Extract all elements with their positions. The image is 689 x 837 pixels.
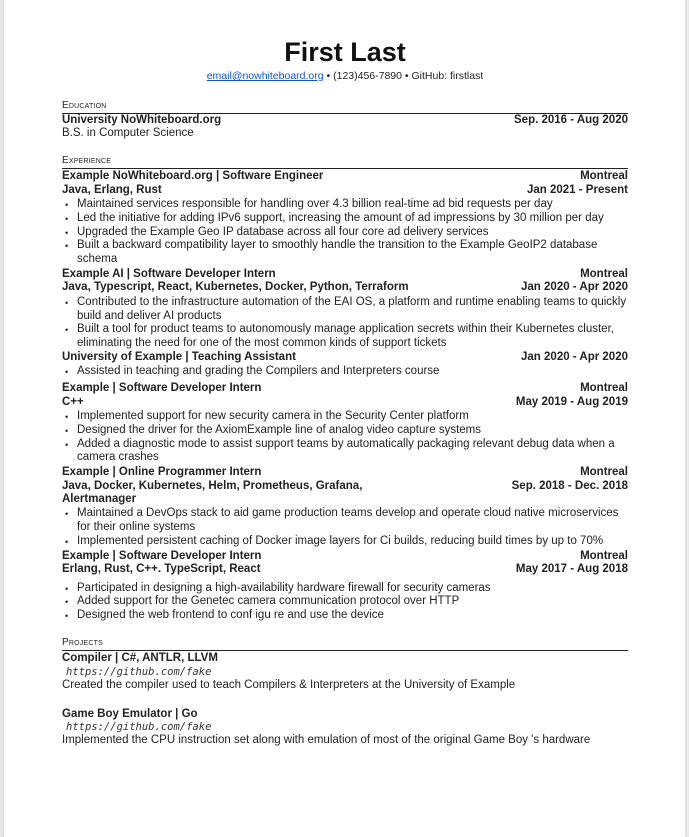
job-bullets bbox=[62, 507, 628, 548]
job-location: Montreal bbox=[580, 170, 628, 183]
job-location: Montreal bbox=[580, 382, 628, 395]
job-entry bbox=[62, 466, 628, 549]
job-entry bbox=[62, 170, 628, 267]
email-link[interactable]: email@nowhiteboard.org bbox=[206, 70, 324, 82]
job-bullets bbox=[62, 365, 628, 379]
job-dates: Jan 2021 - Present bbox=[526, 183, 628, 196]
job-title: Example | Software Developer Intern bbox=[62, 549, 262, 562]
job-location: Montreal bbox=[580, 549, 628, 562]
job-bullet: • Designed the driver for the AxiomExample line of analog video capture systems bbox=[77, 424, 628, 438]
job-bullet: • Led the initiative for adding IPv6 support, increasing the amount of ad impressions by 30 million per day bbox=[77, 212, 628, 226]
job-bullets bbox=[62, 410, 628, 465]
project-url[interactable]: https://github.com/fake bbox=[66, 721, 212, 734]
project-description: Created the compiler used to teach Compilers & Interpreters at the University of Example bbox=[62, 678, 516, 691]
job-dates: Jan 2020 - Apr 2020 bbox=[521, 351, 628, 363]
job-title-row bbox=[62, 170, 628, 183]
job-title-row bbox=[62, 466, 628, 479]
job-title: Example | Software Developer Intern bbox=[62, 382, 262, 395]
job-entry bbox=[62, 268, 628, 351]
job-tech-row bbox=[62, 563, 628, 576]
project-description: Implemented the CPU instruction set along with emulation of most of the original Game Boy 's hardware bbox=[62, 734, 591, 747]
job-title-row bbox=[62, 550, 628, 563]
education-section bbox=[62, 100, 628, 141]
job-title: Example NoWhiteboard.org | Software Engineer bbox=[62, 170, 324, 183]
job-tech: Java, Erlang, Rust bbox=[62, 183, 162, 196]
job-tech-row bbox=[62, 184, 628, 197]
job-entry bbox=[62, 351, 628, 379]
job-bullet: • Maintained services responsible for handling over 4.3 billion real-time ad bid requests per day bbox=[77, 198, 628, 212]
job-tech-row bbox=[62, 396, 628, 409]
projects-section bbox=[62, 637, 628, 748]
job-tech-row bbox=[62, 281, 628, 294]
education-heading: Education bbox=[62, 100, 628, 114]
job-dates: May 2019 - Aug 2019 bbox=[515, 395, 628, 408]
spacer bbox=[62, 577, 628, 581]
job-title: University of Example | Teaching Assistant bbox=[62, 351, 296, 363]
experience-section bbox=[62, 155, 628, 623]
school-name: University NoWhiteboard.org bbox=[62, 114, 222, 126]
job-entry bbox=[62, 550, 628, 623]
projects-heading: Projects bbox=[62, 637, 628, 651]
job-entry bbox=[62, 382, 628, 465]
project-entry bbox=[62, 652, 628, 693]
job-dates: Jan 2020 - Apr 2020 bbox=[521, 281, 628, 294]
job-bullet: • Designed the web frontend to conf igu re and use the device bbox=[77, 609, 628, 623]
job-tech: C++ bbox=[62, 395, 84, 408]
spacer bbox=[62, 693, 628, 707]
education-row bbox=[62, 114, 628, 127]
job-title: Example | Online Programmer Intern bbox=[62, 466, 262, 479]
job-bullet: • Added support for the Genetec camera communication protocol over HTTP bbox=[77, 595, 628, 609]
job-bullets bbox=[62, 198, 628, 267]
job-bullet: • Assisted in teaching and grading the Compilers and Interpreters course bbox=[77, 365, 628, 379]
job-bullet: • Built a tool for product teams to autonomously manage application secrets within their Kubernetes cluster, eliminating the need for one of the most common kinds of support tickets bbox=[77, 323, 628, 351]
candidate-name: First Last bbox=[284, 37, 406, 67]
project-title: Game Boy Emulator | Go bbox=[62, 707, 198, 720]
job-title-row bbox=[62, 351, 628, 364]
job-bullet: • Contributed to the infrastructure automation of the EAI OS, a platform and runtime enabling teams to quickly build and deliver AI products bbox=[77, 296, 628, 324]
project-title: Compiler | C#, ANTLR, LLVM bbox=[62, 652, 218, 665]
education-dates: Sep. 2016 - Aug 2020 bbox=[514, 114, 628, 126]
job-tech: Java, Typescript, React, Kubernetes, Docker, Python, Terraform bbox=[62, 281, 409, 294]
job-tech-row bbox=[62, 480, 628, 507]
job-bullets bbox=[62, 296, 628, 351]
job-location: Montreal bbox=[580, 268, 628, 280]
job-bullet: • Implemented support for new security camera in the Security Center platform bbox=[77, 410, 628, 424]
contact-line bbox=[62, 69, 628, 83]
job-bullet: • Upgraded the Example Geo IP database across all four core ad delivery services bbox=[77, 226, 628, 240]
resume-page bbox=[4, 0, 685, 837]
job-bullets bbox=[62, 582, 628, 623]
job-bullet: • Built a backward compatibility layer to smoothly handle the transition to the Example GeoIP2 database schema bbox=[77, 239, 628, 267]
job-dates: May 2017 - Aug 2018 bbox=[515, 563, 628, 576]
project-url[interactable]: https://github.com/fake bbox=[66, 665, 212, 678]
job-title: Example AI | Software Developer Intern bbox=[62, 268, 276, 280]
job-tech: Erlang, Rust, C++. TypeScript, React bbox=[62, 563, 261, 576]
job-location: Montreal bbox=[580, 466, 628, 479]
resume-content bbox=[62, 36, 628, 748]
job-dates: Sep. 2018 - Dec. 2018 bbox=[511, 479, 628, 492]
contact-details: • (123)456-7890 • GitHub: firstlast bbox=[323, 70, 484, 82]
job-title-row bbox=[62, 268, 628, 281]
job-tech: Java, Docker, Kubernetes, Helm, Prometheus, Grafana, Alertmanager bbox=[62, 479, 363, 506]
degree: B.S. in Computer Science bbox=[62, 127, 194, 140]
job-bullet: • Added a diagnostic mode to assist support teams by automatically packaging relevant debug data when a camera crashes bbox=[77, 438, 628, 466]
job-bullet: • Maintained a DevOps stack to aid game production teams develop and operate cloud native microservices for their online systems bbox=[77, 507, 628, 535]
experience-heading: Experience bbox=[62, 155, 628, 169]
project-entry bbox=[62, 708, 628, 749]
job-bullet: • Participated in designing a high-availability hardware firewall for security cameras bbox=[77, 582, 628, 596]
job-bullet: • Implemented persistent caching of Docker image layers for Ci builds, reducing build times by up to 70% bbox=[77, 535, 628, 549]
job-title-row bbox=[62, 382, 628, 395]
